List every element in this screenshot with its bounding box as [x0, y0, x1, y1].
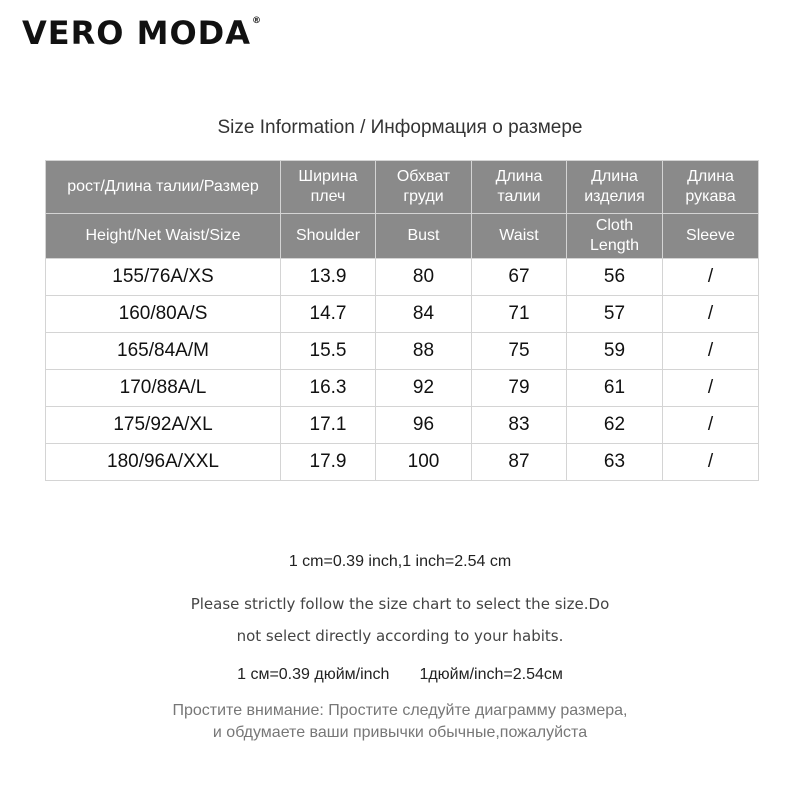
advice-line-1: Please strictly follow the size chart to select the size.Do: [190, 595, 610, 613]
table-row: [46, 407, 759, 444]
cell-shoulder: 17.1: [281, 407, 376, 444]
cell-sleeve: /: [663, 333, 759, 370]
cell-bust: 88: [376, 333, 472, 370]
cell-size: 170/88A/L: [46, 370, 281, 407]
header-en-length: Cloth Length: [567, 214, 663, 259]
cell-size: 175/92A/XL: [46, 407, 281, 444]
cell-waist: 79: [472, 370, 567, 407]
cell-shoulder: 16.3: [281, 370, 376, 407]
cell-sleeve: /: [663, 370, 759, 407]
cell-bust: 96: [376, 407, 472, 444]
cell-length: 63: [567, 444, 663, 481]
conversion-ru-cm: 1 см=0.39 дюйм/inch: [237, 666, 390, 683]
cell-bust: 100: [376, 444, 472, 481]
header-row-ru: [46, 161, 759, 214]
cell-sleeve: /: [663, 444, 759, 481]
header-row-en: [46, 214, 759, 259]
cell-size: 155/76A/XS: [46, 259, 281, 296]
header-en-waist: Waist: [472, 214, 567, 259]
page-title: Size Information / Информация о размере: [217, 117, 583, 138]
cell-waist: 67: [472, 259, 567, 296]
table-row: [46, 333, 759, 370]
table-row: [46, 259, 759, 296]
cell-size: 160/80A/S: [46, 296, 281, 333]
cell-bust: 84: [376, 296, 472, 333]
cell-size: 165/84A/M: [46, 333, 281, 370]
cell-length: 61: [567, 370, 663, 407]
cell-bust: 80: [376, 259, 472, 296]
cell-length: 62: [567, 407, 663, 444]
ru-advice-line-1: Простите внимание: Простите следуйте диаграмму размера,: [172, 702, 628, 719]
header-en-shoulder: Shoulder: [281, 214, 376, 259]
cell-size: 180/96A/XXL: [46, 444, 281, 481]
cell-waist: 83: [472, 407, 567, 444]
conversion-ru-inch: 1дюйм/inch=2.54см: [419, 666, 563, 683]
table-row: [46, 444, 759, 481]
size-table: [45, 160, 759, 481]
registered-mark: ®: [251, 16, 262, 26]
cell-waist: 87: [472, 444, 567, 481]
conversion-note-ru: [0, 666, 800, 684]
header-en-bust: Bust: [376, 214, 472, 259]
header-en-sleeve: Sleeve: [663, 214, 759, 259]
cell-shoulder: 17.9: [281, 444, 376, 481]
header-ru-size: рост/Длина талии/Размер: [46, 161, 281, 214]
cell-length: 56: [567, 259, 663, 296]
cell-sleeve: /: [663, 407, 759, 444]
cell-shoulder: 14.7: [281, 296, 376, 333]
cell-shoulder: 13.9: [281, 259, 376, 296]
cell-shoulder: 15.5: [281, 333, 376, 370]
table-row: [46, 296, 759, 333]
header-en-size: Height/Net Waist/Size: [46, 214, 281, 259]
advice-line-2: not select directly according to your habits.: [236, 627, 564, 645]
cell-sleeve: /: [663, 296, 759, 333]
table-row: [46, 370, 759, 407]
header-ru-bust: Обхват груди: [376, 161, 472, 214]
header-ru-length: Длина изделия: [567, 161, 663, 214]
cell-bust: 92: [376, 370, 472, 407]
brand-name: VERO MODA: [22, 14, 251, 52]
cell-length: 59: [567, 333, 663, 370]
cell-waist: 71: [472, 296, 567, 333]
ru-advice-line-2: и обдумаете ваши привычки обычные,пожалуйста: [212, 724, 588, 741]
brand-logo: [22, 14, 262, 52]
cell-waist: 75: [472, 333, 567, 370]
header-ru-shoulder: Ширина плеч: [281, 161, 376, 214]
cell-sleeve: /: [663, 259, 759, 296]
cell-length: 57: [567, 296, 663, 333]
header-ru-sleeve: Длина рукава: [663, 161, 759, 214]
header-ru-waist: Длина талии: [472, 161, 567, 214]
conversion-note-en: 1 cm=0.39 inch,1 inch=2.54 cm: [288, 553, 512, 570]
